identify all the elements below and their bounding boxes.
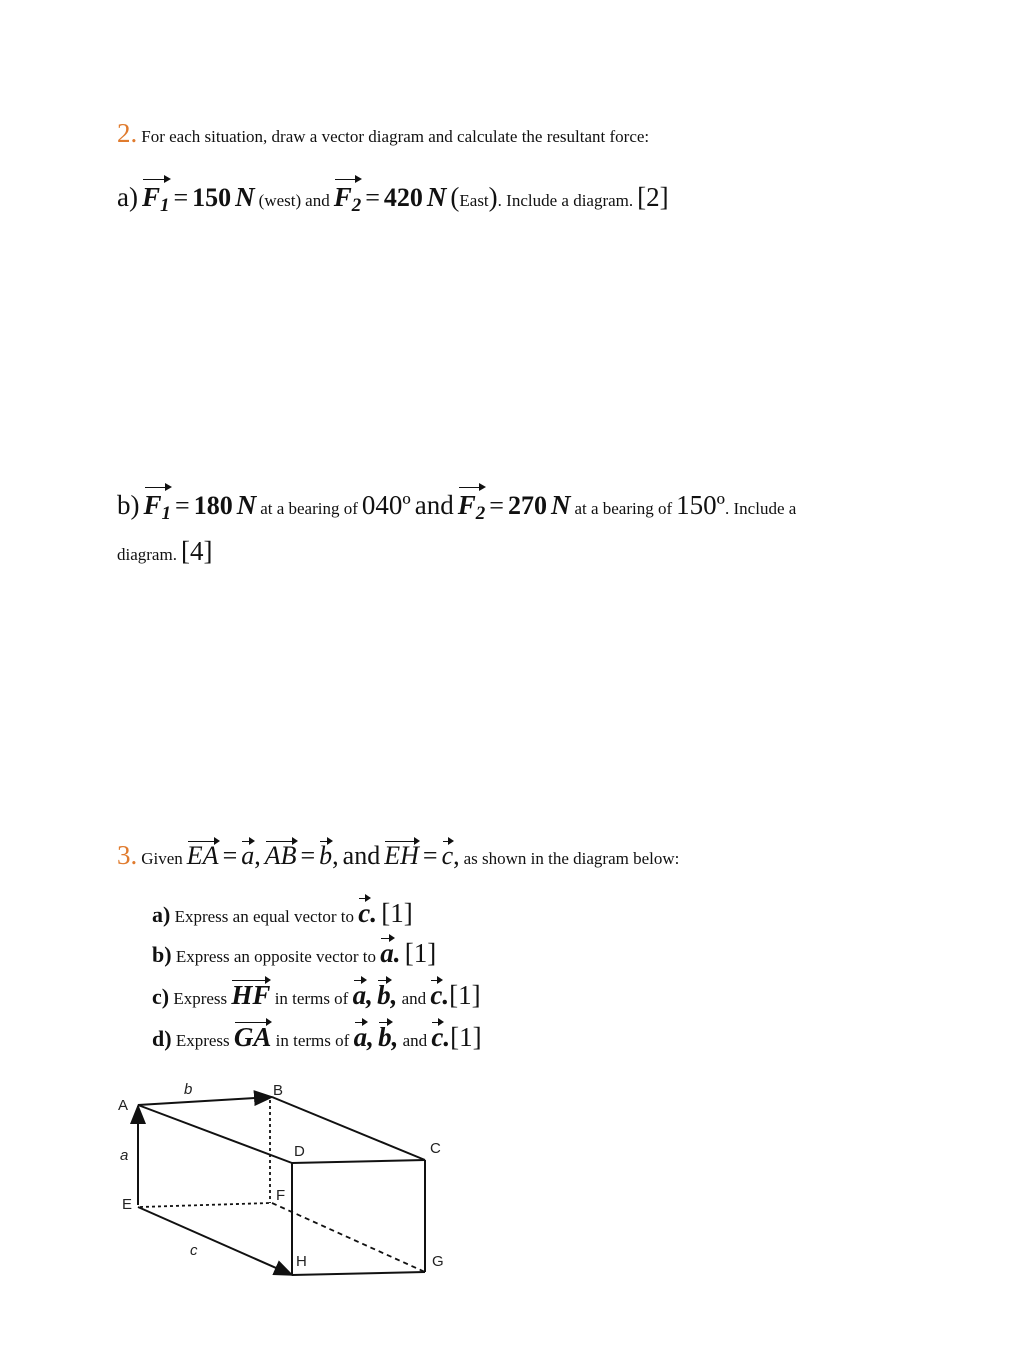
q2b-instruction-1: . Include a	[725, 499, 797, 518]
q3c-end: .	[442, 980, 450, 1010]
edge-hg	[292, 1272, 425, 1275]
q2b-instruction-2: diagram.	[117, 545, 177, 564]
q3d-vec-c: c	[431, 1022, 444, 1052]
q2b-f2-unit: N	[550, 490, 571, 520]
label-E: E	[122, 1196, 133, 1213]
q3d-vec: GA	[233, 1022, 272, 1052]
q3b-text: Express an opposite vector to	[175, 947, 376, 966]
q3-vec-c: c	[441, 841, 454, 870]
q3b-end: .	[393, 938, 401, 968]
q3-and: and	[342, 841, 381, 870]
label-A: A	[118, 1097, 129, 1114]
label-B: B	[273, 1082, 284, 1099]
edge-fg	[272, 1203, 425, 1272]
q3c-and: and	[401, 989, 427, 1008]
q2a-f1-unit: N	[235, 182, 255, 212]
q3b-vec: a	[380, 938, 394, 968]
q2a-equals: =	[173, 183, 189, 212]
q3-vec-b: b	[319, 841, 333, 870]
q3c-vec: HF	[231, 980, 271, 1010]
label-a: a	[120, 1147, 129, 1164]
label-H: H	[296, 1253, 307, 1270]
q3a-text: Express an equal vector to	[174, 907, 354, 926]
q3c-label: c)	[152, 984, 170, 1009]
q2a-f2-unit: N	[426, 182, 447, 212]
q2a-instruction: . Include a diagram.	[497, 191, 634, 210]
q2a-and: and	[305, 191, 330, 210]
q2-number: 2.	[117, 118, 138, 148]
q3a-label: a)	[152, 902, 171, 927]
q3d-and: and	[402, 1031, 428, 1050]
q3a-end: .	[370, 898, 377, 928]
q3-eq-3: =	[422, 841, 438, 870]
q2b-f2-value: 270	[507, 491, 547, 520]
q3c-text: Express	[173, 989, 228, 1008]
q2b-f2-vector: $F_2$	[457, 490, 486, 524]
q2a-f1-direction: (west)	[258, 191, 302, 210]
q3d-vec-a: a	[353, 1022, 368, 1052]
q2a-marks: [2]	[637, 182, 669, 212]
q3c-vec-c: c	[430, 980, 443, 1010]
q3d-mid: in terms of	[275, 1031, 350, 1050]
label-c: c	[190, 1242, 198, 1259]
label-G: G	[432, 1253, 444, 1270]
q3-heading: 3. Given EA = a, AB = b, and EH = c, as shown in the diagram below:	[117, 840, 680, 870]
q3-eq-1: =	[222, 841, 238, 870]
q3a-marks: [1]	[381, 898, 413, 928]
q2a-f2-vector: $F_2$	[333, 182, 362, 216]
q2a-f1-vector: $F_1$	[141, 182, 170, 216]
q2a-f2-value: 420	[383, 183, 423, 212]
edge-ad	[138, 1105, 292, 1163]
edge-ef	[140, 1203, 270, 1207]
q3-item-c: c) Express HF in terms of a, b, and c.[1]	[152, 980, 481, 1010]
q3b-label: b)	[152, 942, 172, 967]
edge-ab	[138, 1097, 272, 1105]
q2b-f2-bearing: 150º	[676, 490, 726, 520]
q3-vector-ea: EA	[186, 841, 219, 870]
label-F: F	[276, 1187, 286, 1204]
q3d-label: d)	[152, 1026, 172, 1051]
q2b-marks: [4]	[180, 536, 213, 566]
q3d-text: Express	[175, 1031, 230, 1050]
label-C: C	[430, 1140, 441, 1157]
q3-vec-a: a	[241, 841, 255, 870]
q3a-vec: c	[358, 898, 371, 928]
q3-eq-2: =	[300, 841, 316, 870]
q3-item-d: d) Express GA in terms of a, b, and c.[1]	[152, 1022, 482, 1052]
q2a-paren-close: )	[488, 182, 498, 212]
q3-number: 3.	[117, 840, 138, 870]
q2b-f1-unit: N	[236, 490, 257, 520]
q2b-f1-vector: $F_1$	[143, 490, 172, 524]
q2a-f2-direction: East	[459, 191, 489, 210]
q2b-bearing-text-2: at a bearing of	[574, 499, 673, 518]
q3b-marks: [1]	[404, 938, 437, 968]
q2b-equals-2: =	[489, 491, 504, 520]
q2a-equals-2: =	[365, 183, 380, 212]
q3-tail: as shown in the diagram below:	[463, 849, 680, 868]
q3-vector-ab: AB	[264, 841, 297, 870]
q2-prompt: For each situation, draw a vector diagram and calculate the resultant force:	[141, 127, 650, 146]
q2a-f1-value: 150	[192, 183, 232, 212]
label-b: b	[184, 1081, 193, 1098]
edge-eh	[138, 1207, 292, 1275]
q2b-f1-bearing: 040º	[361, 490, 411, 520]
q2b-and: and	[414, 490, 454, 520]
q3d-vec-b: b	[378, 1022, 392, 1052]
q2a-label: a)	[117, 182, 138, 212]
edge-dc	[292, 1160, 425, 1163]
q3c-vec-a: a	[352, 980, 367, 1010]
q2a-paren-open: (	[450, 182, 460, 212]
q2b-equals: =	[175, 491, 190, 520]
q3-vector-eh: EH	[384, 841, 419, 870]
q2b-label: b)	[117, 490, 140, 520]
q3c-marks: [1]	[449, 980, 481, 1010]
q2b-f1-value: 180	[193, 491, 233, 520]
q2b-bearing-text: at a bearing of	[260, 499, 358, 518]
q3d-end: .	[443, 1022, 451, 1052]
q3-given: Given	[141, 849, 183, 868]
q3c-mid: in terms of	[274, 989, 349, 1008]
q3d-marks: [1]	[450, 1022, 482, 1052]
q3c-vec-b: b	[377, 980, 391, 1010]
label-D: D	[294, 1143, 305, 1160]
